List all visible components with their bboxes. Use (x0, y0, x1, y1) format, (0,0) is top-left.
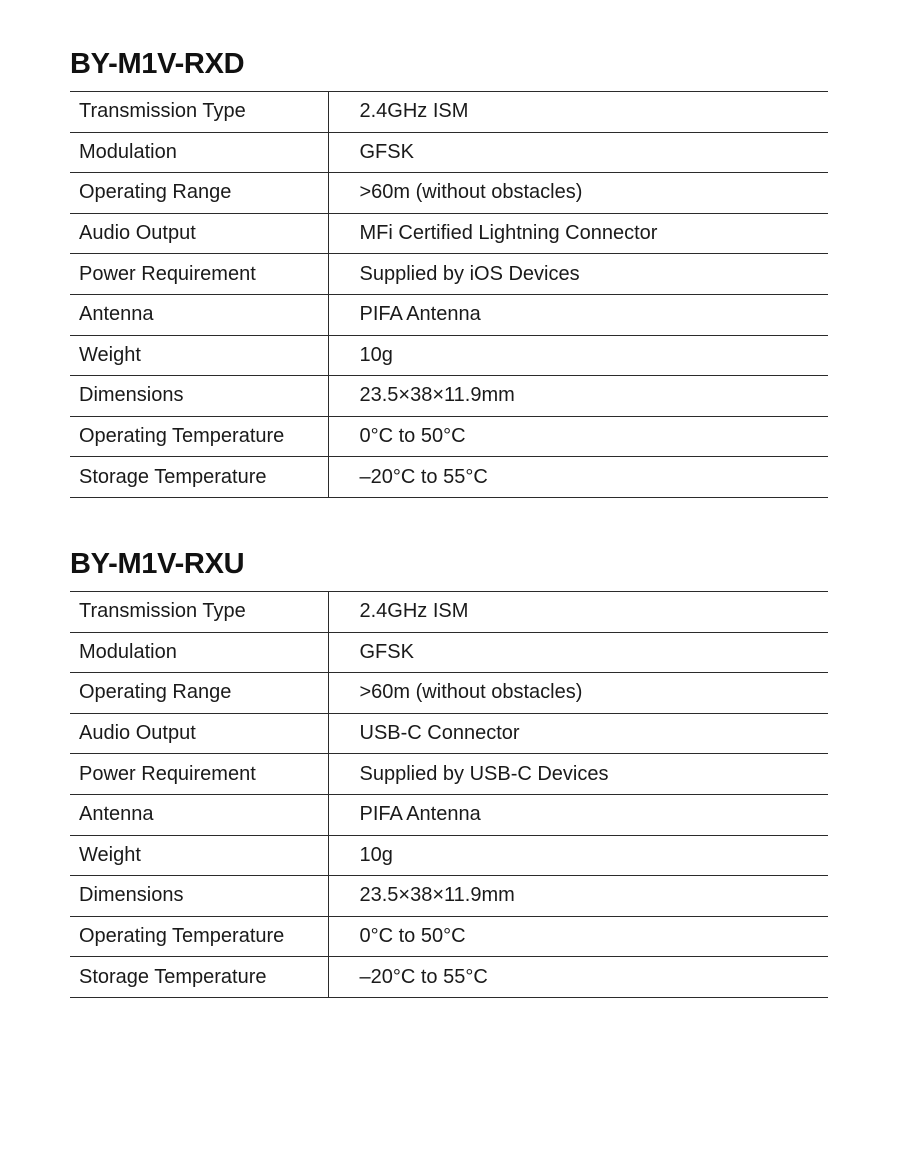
table-row (70, 173, 828, 214)
spec-value: 10g (328, 335, 828, 376)
table-row (70, 592, 828, 633)
spec-value: 0°C to 50°C (328, 916, 828, 957)
table-row (70, 794, 828, 835)
table-row (70, 213, 828, 254)
spec-label: Dimensions (70, 376, 328, 417)
table-row (70, 673, 828, 714)
spec-section-rxd (70, 44, 828, 498)
spec-label: Transmission Type (70, 592, 328, 633)
spec-label: Operating Range (70, 173, 328, 214)
spec-label: Antenna (70, 294, 328, 335)
spec-label: Weight (70, 335, 328, 376)
spec-label: Operating Temperature (70, 416, 328, 457)
spec-label: Antenna (70, 794, 328, 835)
section-title: BY-M1V-RXU (70, 548, 245, 580)
spec-value: 23.5×38×11.9mm (328, 376, 828, 417)
table-row (70, 713, 828, 754)
table-row (70, 754, 828, 795)
spec-value: >60m (without obstacles) (328, 173, 828, 214)
spec-label: Storage Temperature (70, 957, 328, 998)
section-title: BY-M1V-RXD (70, 48, 245, 80)
spec-table (70, 591, 828, 998)
spec-label: Modulation (70, 132, 328, 173)
spec-value: PIFA Antenna (328, 294, 828, 335)
table-row (70, 876, 828, 917)
spec-label: Power Requirement (70, 254, 328, 295)
spec-label: Operating Temperature (70, 916, 328, 957)
table-row (70, 254, 828, 295)
spec-value: 0°C to 50°C (328, 416, 828, 457)
spec-label: Audio Output (70, 713, 328, 754)
spec-value: 2.4GHz ISM (328, 592, 828, 633)
spec-label: Storage Temperature (70, 457, 328, 498)
spec-table (70, 91, 828, 498)
spec-label: Dimensions (70, 876, 328, 917)
spec-value: PIFA Antenna (328, 794, 828, 835)
spec-label: Transmission Type (70, 92, 328, 133)
table-row (70, 376, 828, 417)
spec-label: Operating Range (70, 673, 328, 714)
table-row (70, 294, 828, 335)
table-row (70, 835, 828, 876)
spec-label: Audio Output (70, 213, 328, 254)
spec-value: 23.5×38×11.9mm (328, 876, 828, 917)
spec-value: USB-C Connector (328, 713, 828, 754)
spec-value: GFSK (328, 132, 828, 173)
spec-value: >60m (without obstacles) (328, 673, 828, 714)
spec-value: MFi Certified Lightning Connector (328, 213, 828, 254)
spec-value: –20°C to 55°C (328, 457, 828, 498)
table-row (70, 632, 828, 673)
spec-value: 2.4GHz ISM (328, 92, 828, 133)
spec-value: Supplied by iOS Devices (328, 254, 828, 295)
spec-value: Supplied by USB-C Devices (328, 754, 828, 795)
spec-value: GFSK (328, 632, 828, 673)
spec-label: Weight (70, 835, 328, 876)
table-row (70, 132, 828, 173)
table-row (70, 335, 828, 376)
table-row (70, 457, 828, 498)
spec-section-rxu (70, 544, 828, 998)
table-row (70, 416, 828, 457)
spec-label: Modulation (70, 632, 328, 673)
table-row (70, 957, 828, 998)
spec-value: –20°C to 55°C (328, 957, 828, 998)
table-row (70, 92, 828, 133)
spec-label: Power Requirement (70, 754, 328, 795)
table-row (70, 916, 828, 957)
spec-value: 10g (328, 835, 828, 876)
